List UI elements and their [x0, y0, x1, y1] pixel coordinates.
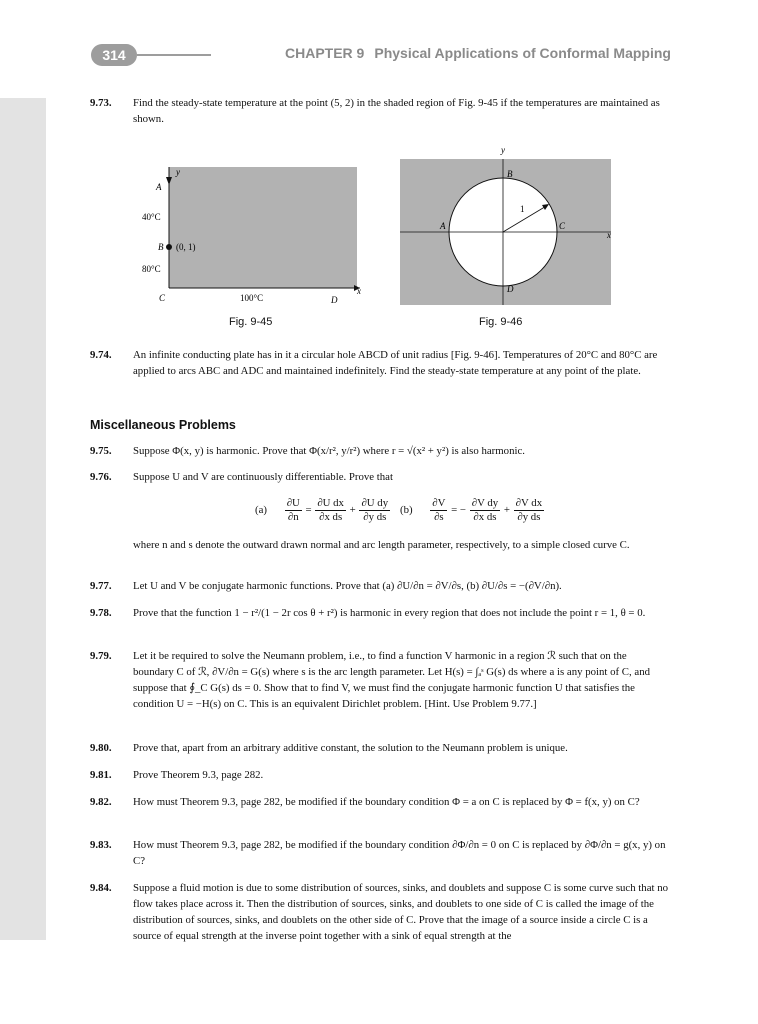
problem-number: 9.74. — [90, 349, 112, 361]
eqa-lhs-top: ∂U — [286, 497, 300, 509]
chapter-label: CHAPTER 9 — [285, 45, 365, 61]
problem-text: Suppose U and V are continuously differentiable. Prove that — [133, 471, 393, 483]
figure-9-45 — [136, 158, 366, 308]
label-y: y — [176, 167, 180, 177]
problem-number: 9.78. — [90, 607, 112, 619]
chapter-title: Physical Applications of Conformal Mapping — [374, 45, 671, 61]
problem-text: How must Theorem 9.3, page 282, be modified if the boundary condition ∂Φ/∂n = 0 on C is replaced by ∂Φ/∂n = g(x, y) on C? — [133, 839, 666, 867]
eqb-t2-top: ∂V dx — [515, 497, 543, 509]
shaded-region — [169, 167, 357, 288]
eqa-plus: + — [349, 503, 356, 516]
figure-9-45-caption: Fig. 9-45 — [229, 316, 273, 328]
label-b: B — [158, 242, 164, 252]
eqa-equals: = — [305, 503, 312, 516]
label-100c: 100°C — [240, 293, 264, 303]
problem-text: How must Theorem 9.3, page 282, be modified if the boundary condition Φ = a on C is replaced by Φ = f(x, y) on C? — [133, 796, 640, 808]
label-d: D — [331, 295, 338, 305]
problem-number: 9.73. — [90, 97, 112, 109]
figure-9-46-caption: Fig. 9-46 — [479, 316, 523, 328]
label-d: D — [507, 284, 514, 294]
eqa-lhs-bot: ∂n — [287, 511, 299, 523]
problem-9-73 — [90, 95, 670, 127]
eqa-t2-top: ∂U dy — [361, 497, 389, 509]
problem-number: 9.81. — [90, 769, 112, 781]
eqb-t1-top: ∂V dy — [471, 497, 499, 509]
label-40c: 40°C — [142, 212, 161, 222]
page-number: 314 — [91, 44, 137, 66]
problem-9-82 — [90, 794, 670, 810]
problem-number: 9.82. — [90, 796, 112, 808]
eqb-lhs-top: ∂V — [432, 497, 446, 509]
problem-text: where n and s denote the outward drawn normal and arc length parameter, respectively, to a simple closed curve C. — [133, 539, 630, 551]
problem-text: Let it be required to solve the Neumann problem, i.e., to find a function V harmonic in a region ℛ such that on the boundary C of ℛ, ∂V/∂n = G(s) where s is the arc length parameter. Let H(s) = ∫ₐˢ G(s) ds where a is any point of C, and suppose that ∮_C G(s) ds = 0. Show that to find V, we must find the conjugate harmonic function U that satisfies the condition U = −H(s) on C. This is an equivalent Dirichlet problem. [Hint. Use Problem 9.77.] — [133, 650, 651, 710]
eqb-t1-bot: ∂x ds — [473, 511, 497, 523]
eqb-plus: + — [503, 503, 510, 516]
eqa-t1-bot: ∂x ds — [319, 511, 343, 523]
point-b-marker — [166, 244, 172, 250]
problem-number: 9.84. — [90, 882, 112, 894]
problem-text: Prove Theorem 9.3, page 282. — [133, 769, 264, 781]
problem-9-80 — [90, 740, 670, 756]
label-80c: 80°C — [142, 264, 161, 274]
problem-9-75 — [90, 443, 670, 459]
problem-9-79 — [90, 648, 670, 712]
problem-text: Suppose a fluid motion is due to some distribution of sources, sinks, and doublets and suppose C is some curve such that no flow takes place across it. Then the distribution of sources, sinks, and doublets to one side of C is called the image of the distribution of sources, sinks, and doublets on the other side of C. Prove that the image of a source inside a circle C is a source of equal strength at the inverse point together with a sink of equal strength at the — [133, 882, 668, 942]
problem-text: Suppose Φ(x, y) is harmonic. Prove that Φ(x/r², y/r²) where r = √(x² + y²) is also harmonic. — [133, 445, 525, 457]
label-b: B — [507, 169, 513, 179]
equation-a — [255, 497, 391, 524]
problem-number: 9.83. — [90, 839, 112, 851]
label-point-0-1: (0, 1) — [176, 242, 196, 252]
problem-number: 9.79. — [90, 650, 112, 662]
label-a: A — [440, 221, 446, 231]
problem-text: Prove that, apart from an arbitrary additive constant, the solution to the Neumann problem is unique. — [133, 742, 568, 754]
problem-text: Let U and V be conjugate harmonic functions. Prove that (a) ∂U/∂n = ∂V/∂s, (b) ∂U/∂s = −(∂V/∂n). — [133, 580, 562, 592]
eqa-t2-bot: ∂y ds — [363, 511, 387, 523]
running-header — [285, 45, 671, 61]
page-margin-bar — [0, 98, 46, 940]
problem-text: Find the steady-state temperature at the point (5, 2) in the shaded region of Fig. 9-45 if the temperatures are maintained as shown. — [133, 97, 660, 125]
figure-9-46 — [396, 142, 622, 310]
eqb-t2-bot: ∂y ds — [517, 511, 541, 523]
problem-number: 9.80. — [90, 742, 112, 754]
problem-9-74 — [90, 347, 670, 379]
label-radius: 1 — [520, 204, 525, 214]
problem-text: Prove that the function 1 − r²/(1 − 2r cos θ + r²) is harmonic in every region that does not include the point r = 1, θ = 0. — [133, 607, 646, 619]
part-a-label: (a) — [255, 503, 267, 516]
problem-9-81 — [90, 767, 670, 783]
label-x: x — [357, 286, 361, 296]
problem-9-77 — [90, 578, 670, 594]
header-rule — [137, 54, 211, 56]
problem-number: 9.77. — [90, 580, 112, 592]
part-b-label: (b) — [400, 503, 413, 516]
problem-number: 9.75. — [90, 445, 112, 457]
equation-b — [400, 497, 545, 524]
problem-9-83 — [90, 837, 670, 869]
eqa-t1-top: ∂U dx — [317, 497, 344, 509]
problem-9-78 — [90, 605, 670, 621]
problem-text: An infinite conducting plate has in it a circular hole ABCD of unit radius [Fig. 9-46]. Temperatures of 20°C and 80°C are applied to arcs ABC and ADC and maintained indefinitely. Find the steady-state temperature at any point of the plate. — [133, 349, 658, 377]
eqb-lhs-bot: ∂s — [434, 511, 444, 523]
problem-9-84 — [90, 880, 670, 944]
problem-9-76 — [90, 469, 670, 485]
problem-9-76-continued — [90, 537, 670, 553]
label-c: C — [559, 221, 566, 231]
eqb-equals: = − — [451, 503, 467, 516]
label-c: C — [159, 293, 166, 303]
section-heading: Miscellaneous Problems — [90, 418, 236, 432]
label-x: x — [607, 230, 611, 240]
label-a: A — [156, 182, 162, 192]
problem-number: 9.76. — [90, 471, 112, 483]
label-y: y — [501, 145, 505, 155]
